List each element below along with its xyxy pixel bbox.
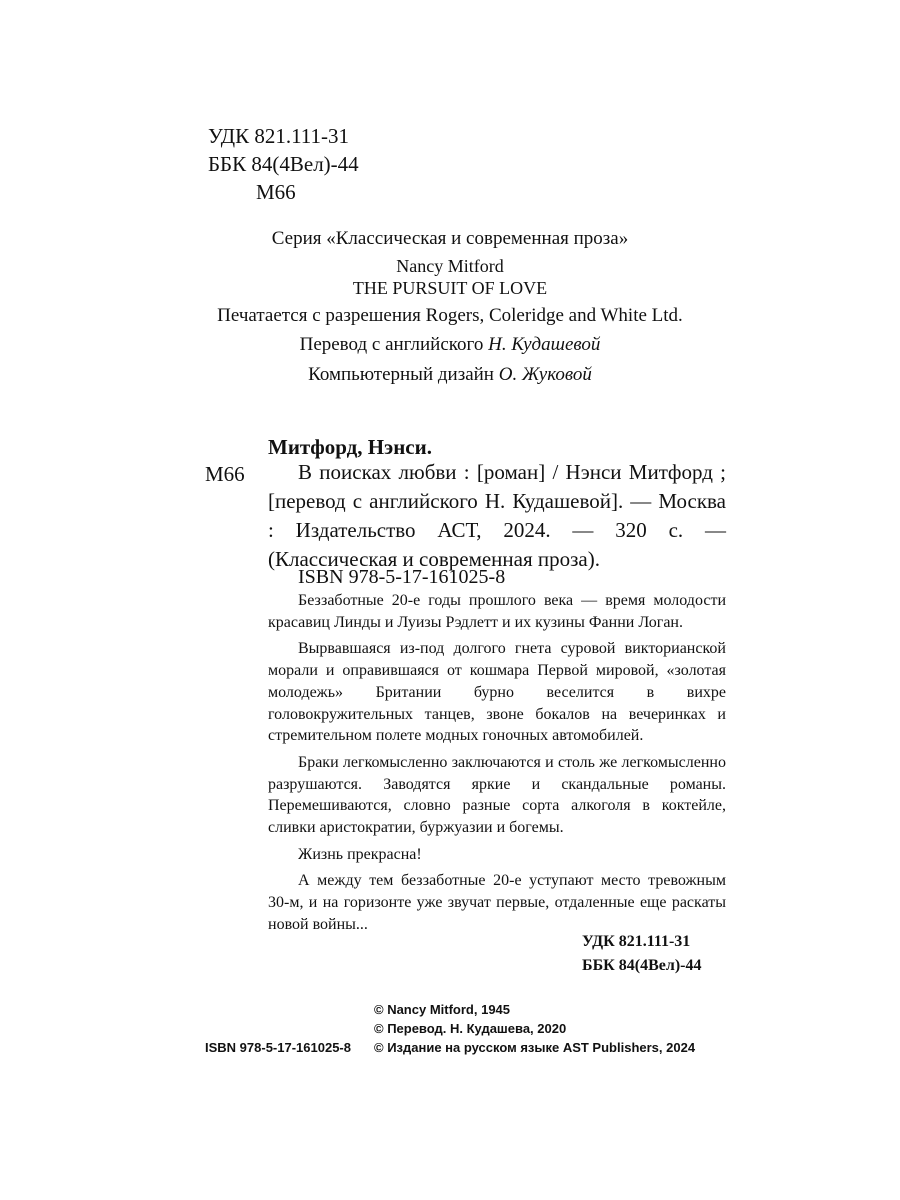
annotation-paragraph: А между тем беззаботные 20-е уступают место тревожным 30-м, и на горизонте уже звучат первые, отдаленные еще раскаты новой войны... — [268, 872, 726, 933]
original-author: Nancy Mitford — [396, 256, 504, 276]
permission-line: Печатается с разрешения Rogers, Coleridge and White Ltd. — [217, 305, 683, 326]
classification-block — [208, 122, 359, 206]
catalog-heading: Митфорд, Нэнси. — [268, 435, 432, 459]
annotation-paragraph: Жизнь прекрасна! — [298, 845, 422, 863]
annotation-paragraph: Беззаботные 20-е годы прошлого века — время молодости красавиц Линды и Луизы Рэдлетт и их кузины Фанни Логан. — [268, 592, 726, 631]
designer-name: О. Жуковой — [498, 364, 592, 385]
translator-name: Н. Кудашевой — [488, 334, 601, 355]
annotation — [268, 590, 726, 936]
bbk-code: ББК 84(4Вел)-44 — [208, 152, 359, 176]
catalog-description: В поисках любви : [роман] / Нэнси Митфорд ; [перевод с английского Н. Кудашевой]. — Москва : Издательство АСТ, 2024. — 320 с. — (Классическая и современная проза). — [268, 460, 726, 571]
design-line — [0, 364, 900, 386]
udk-code: УДК 821.111-31 — [208, 124, 350, 148]
copyright-line: © Nancy Mitford, 1945 — [374, 1002, 511, 1017]
catalog-description-block — [268, 458, 726, 574]
catalog-isbn: ISBN 978-5-17-161025-8 — [298, 566, 506, 588]
design-label: Компьютерный дизайн — [308, 364, 494, 385]
translation-line — [0, 334, 900, 356]
copyright-line: © Перевод. Н. Кудашева, 2020 — [374, 1021, 567, 1036]
author-mark: М66 — [256, 180, 296, 204]
translation-label: Перевод с английского — [299, 334, 484, 355]
annotation-paragraph: Браки легкомысленно заключаются и столь же легкомысленно разрушаются. Заводятся яркие и скандальные романы. Перемешиваются, словно разные сорта алкоголя в коктейле, сливки аристократии, буржуазии и богемы. — [268, 753, 726, 837]
bbk-code-bottom: ББК 84(4Вел)-44 — [582, 957, 702, 974]
original-title: THE PURSUIT OF LOVE — [352, 278, 548, 298]
udk-code-bottom: УДК 821.111-31 — [582, 933, 691, 950]
copyright-block — [374, 1000, 695, 1057]
isbn-bottom: ISBN 978-5-17-161025-8 — [205, 1040, 351, 1055]
annotation-paragraph: Вырвавшаяся из-под долгого гнета суровой викторианской морали и оправившаяся от кошмара Первой мировой, «золотая молодежь» Британии бурно веселится в вихре головокружительных танцев, звоне бокалов на вечеринках и стремительном полете модных гоночных автомобилей. — [268, 640, 726, 745]
classification-codes-bottom — [470, 930, 722, 978]
catalog-mark: М66 — [205, 462, 245, 486]
series-line: Серия «Классическая и современная проза» — [271, 228, 629, 249]
copyright-line: © Издание на русском языке AST Publishers, 2024 — [374, 1040, 696, 1055]
